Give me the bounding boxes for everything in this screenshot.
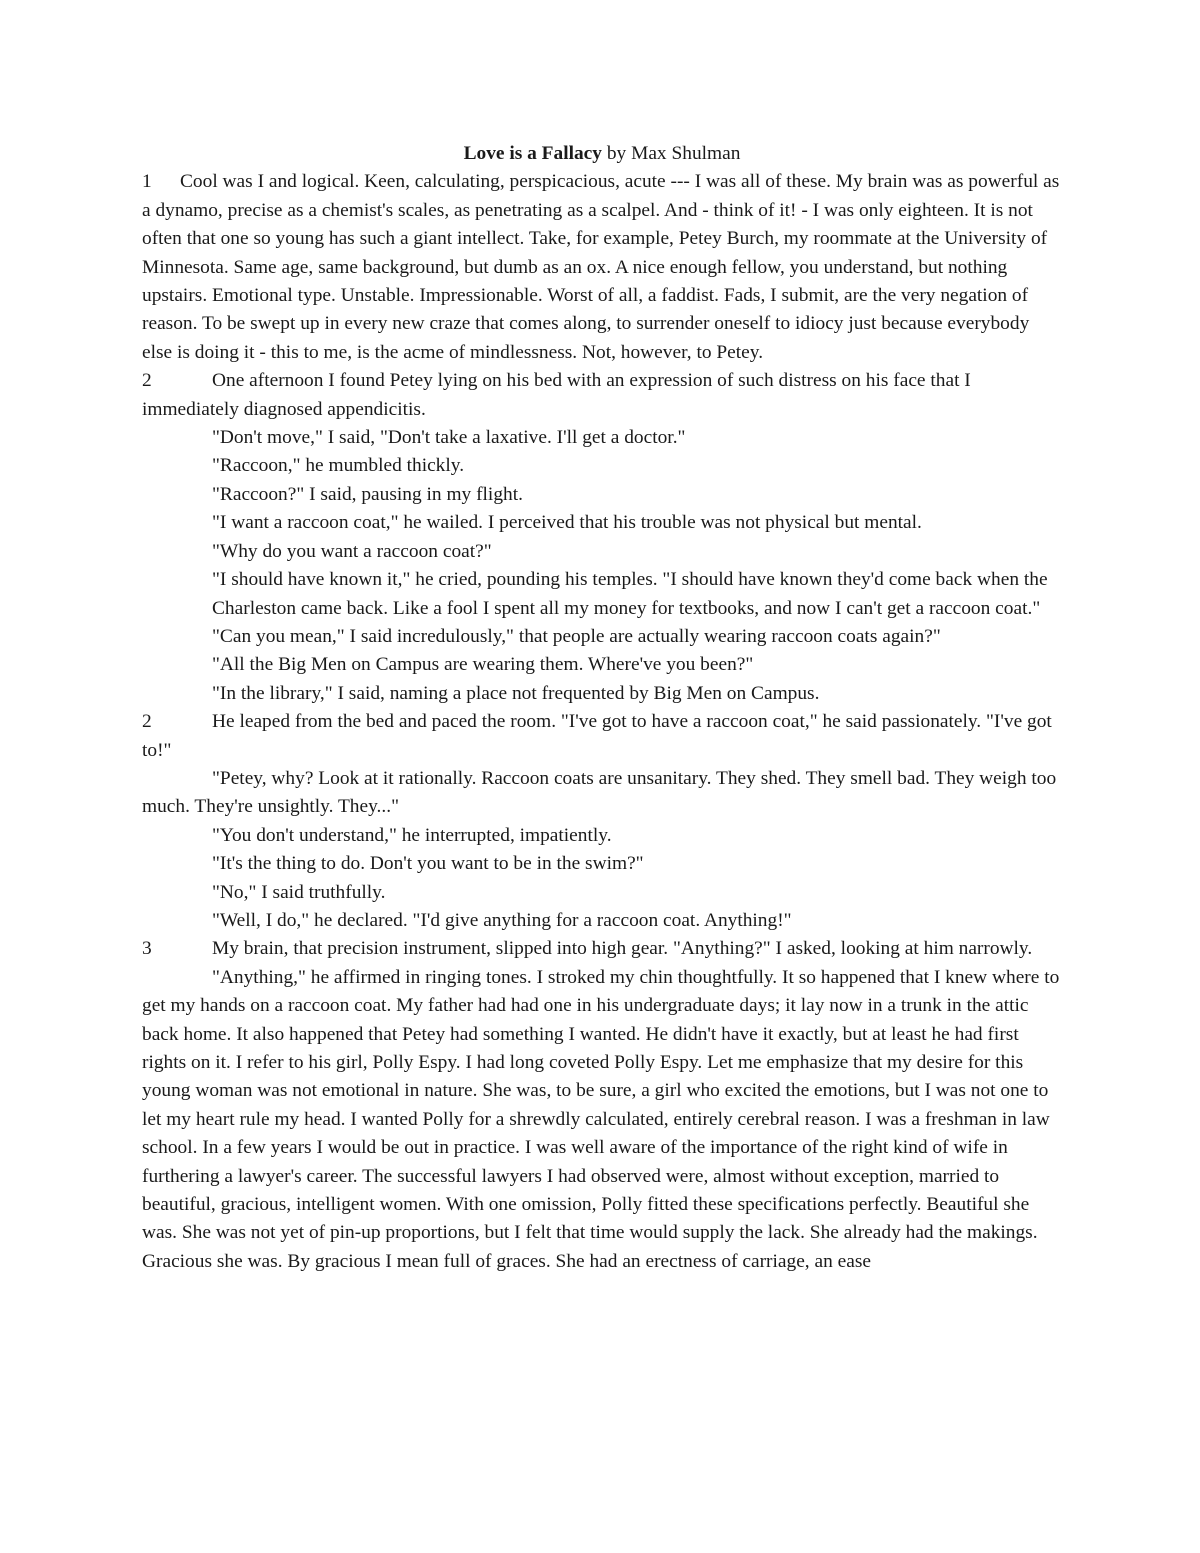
dialogue-line: "Can you mean," I said incredulously," that people are actually wearing raccoon coats again?"	[212, 625, 941, 647]
paragraph-number: 3	[142, 938, 152, 960]
dialogue-line: "Well, I do," he declared. "I'd give anything for a raccoon coat. Anything!"	[212, 909, 792, 931]
paragraph-number: 2	[142, 370, 152, 392]
dialogue-line: "You don't understand," he interrupted, impatiently.	[212, 824, 612, 846]
document-page	[142, 140, 1062, 1276]
paragraph-1	[142, 168, 1062, 367]
paragraph-text: He leaped from the bed and paced the room. "I've got to have a raccoon coat," he said passionately. "I've got to!"	[142, 711, 1052, 761]
dialogue-line: "No," I said truthfully.	[212, 881, 386, 903]
dialogue-line: "All the Big Men on Campus are wearing them. Where've you been?"	[212, 654, 754, 676]
paragraph-5	[142, 935, 1062, 963]
paragraph-number: 2	[142, 711, 152, 733]
paragraph-text: My brain, that precision instrument, slipped into high gear. "Anything?" I asked, looking at him narrowly.	[212, 938, 1033, 960]
paragraph-2	[142, 367, 1062, 424]
dialogue-line: "Don't move," I said, "Don't take a laxative. I'll get a doctor."	[212, 427, 686, 449]
dialogue-line: "It's the thing to do. Don't you want to be in the swim?"	[212, 853, 644, 875]
paragraph-text: One afternoon I found Petey lying on his bed with an expression of such distress on his face that I immediately diagnosed appendicitis.	[142, 370, 971, 420]
dialogue-line: "I want a raccoon coat," he wailed. I perceived that his trouble was not physical but mental.	[212, 512, 922, 534]
indented-paragraph: "Anything," he affirmed in ringing tones. I stroked my chin thoughtfully. It so happened that I knew where to get my hands on a raccoon coat. My father had had one in his undergraduate days; it lay now in a trunk in the attic back home. It also happened that Petey had something I wanted. He didn't have it exactly, but at least he had first rights on it. I refer to his girl, Polly Espy. I had long coveted Polly Espy. Let me emphasize that my desire for this young woman was not emotional in nature. She was, to be sure, a girl who excited the emotions, but I was not one to let my heart rule my head. I wanted Polly for a shrewdly calculated, entirely cerebral reason. I was a freshman in law school. In a few years I would be out in practice. I was well aware of the importance of the right kind of wife in furthering a lawyer's career. The successful lawyers I had observed were, almost without exception, married to beautiful, gracious, intelligent women. With one omission, Polly fitted these specifications perfectly. Beautiful she was. She was not yet of pin-up proportions, but I felt that time would supply the lack. She already had the makings. Gracious she was. By gracious I mean full of graces. She had an erectness of carriage, an ease	[142, 966, 1060, 1272]
paragraph-number: 1	[142, 171, 152, 193]
indented-paragraph: "Petey, why? Look at it rationally. Raccoon coats are unsanitary. They shed. They smell bad. They weigh too much. They're unsightly. They..."	[142, 767, 1057, 818]
dialogue-line: "Why do you want a raccoon coat?"	[212, 540, 492, 562]
paragraph-text: Cool was I and logical. Keen, calculating, perspicacious, acute --- I was all of these. My brain was as powerful as a dynamo, precise as a chemist's scales, as penetrating as a scalpel. And - think of it! - I was only eighteen. It is not often that one so young has such a giant intellect. Take, for example, Petey Burch, my roommate at the University of Minnesota. Same age, same background, but dumb as an ox. A nice enough fellow, you understand, but nothing upstairs. Emotional type. Unstable. Impressionable. Worst of all, a faddist. Fads, I submit, are the very negation of reason. To be swept up in every new craze that comes along, to surrender oneself to idiocy just because everybody else is doing it - this to me, is the acme of mindlessness. Not, however, to Petey.	[142, 171, 1060, 363]
dialogue-line: "In the library," I said, naming a place not frequented by Big Men on Campus.	[212, 682, 820, 704]
title-line	[142, 140, 1062, 168]
dialogue-line: "Raccoon?" I said, pausing in my flight.	[212, 483, 523, 505]
paragraph-3	[142, 708, 1062, 765]
dialogue-line: "I should have known it," he cried, pounding his temples. "I should have known they'd come back when the Charleston came back. Like a fool I spent all my money for textbooks, and now I can't get a raccoon coat."	[212, 569, 1048, 619]
byline: by Max Shulman	[606, 143, 741, 164]
document-title: Love is a Fallacy	[463, 143, 602, 164]
dialogue-line: "Raccoon," he mumbled thickly.	[212, 455, 465, 477]
